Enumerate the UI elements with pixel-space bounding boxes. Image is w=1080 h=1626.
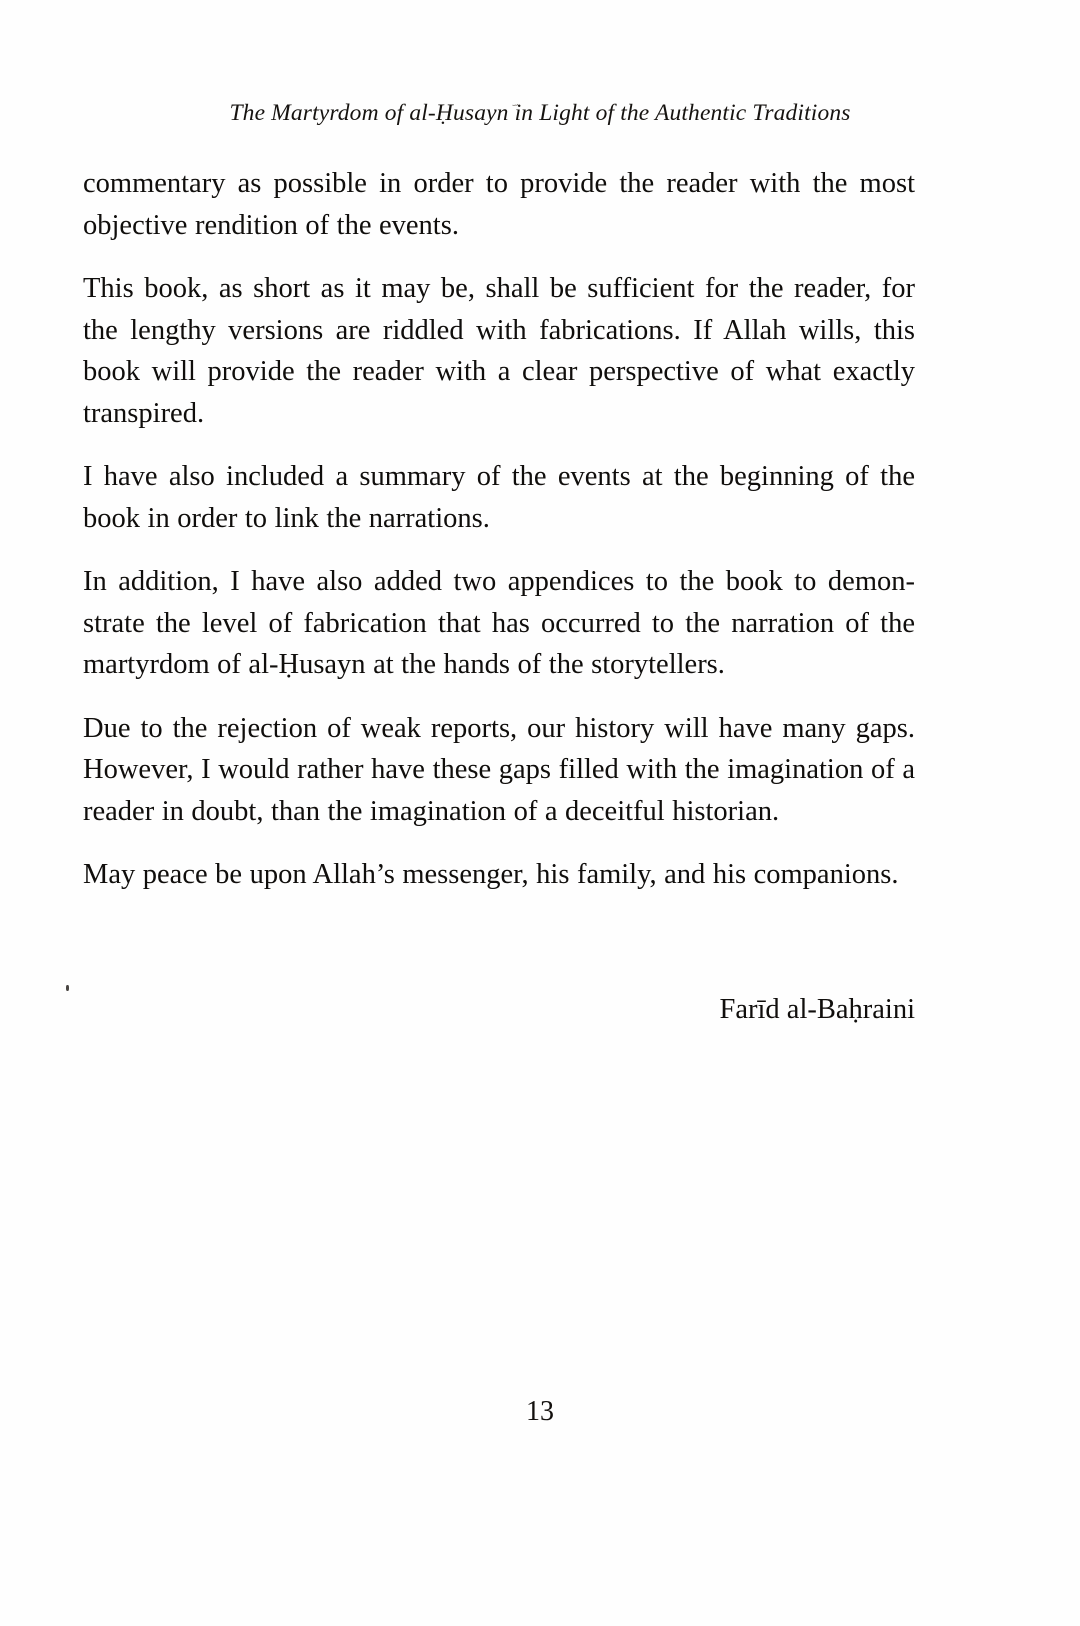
body-text (83, 163, 915, 918)
scan-speck (66, 985, 69, 991)
paragraph: I have also included a summary of the events at the beginning of the book in order to link the narrations. (83, 461, 915, 534)
paragraph: Due to the rejection of weak reports, our history will have many gaps. However, I would rather have these gaps filled with the imagination of a reader in doubt, than the imagination of a deceitful historian. (83, 712, 915, 827)
paragraph: In addition, I have also added two appendices to the book to demonstrate the level of fabrication that has occurred to the narration of the martyrdom of al-Ḥusayn at the hands of the storytellers. (83, 566, 915, 680)
page-number: 13 (526, 1396, 554, 1427)
running-head-before: The Martyrdom of al-Ḥusayn (229, 100, 509, 126)
paragraph: This book, as short as it may be, shall be sufficient for the reader, for the lengthy versions are riddled with fabrications. If Allah wills, this book will provide the reader with a clear perspective of what exactly transpired. (83, 273, 915, 429)
author-signature: Farīd al-Baḥraini (719, 994, 915, 1025)
running-head-after: in Light of the Authentic Traditions (514, 100, 851, 126)
paragraph: May peace be upon Allah’s messenger, his family, and his companions. (83, 859, 899, 890)
paragraph: commentary as possible in order to provide the reader with the most objective rendition of the events. (83, 168, 915, 241)
running-head (0, 100, 1080, 127)
